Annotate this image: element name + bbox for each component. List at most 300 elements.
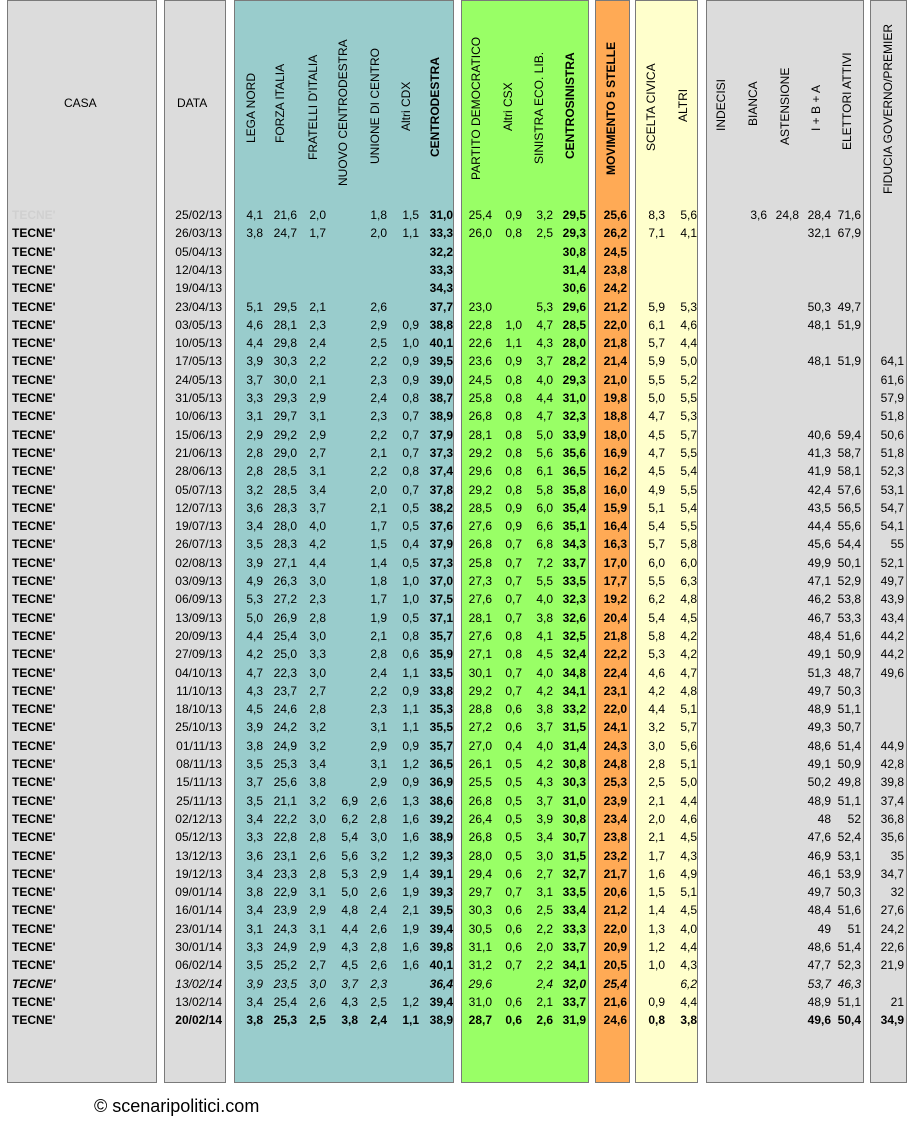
cell-sel: 4,5 xyxy=(536,647,553,662)
cell-altri-csx: 0,8 xyxy=(505,226,522,241)
cell-fiducia: 61,6 xyxy=(880,372,904,387)
cell-fiducia: 34,7 xyxy=(880,866,904,881)
cell-udc: 2,5 xyxy=(370,994,387,1009)
cell-altri: 5,1 xyxy=(680,702,697,717)
cell-iba: 49,1 xyxy=(807,647,831,662)
cell-cdx: 38,9 xyxy=(429,1013,453,1028)
cell-udc: 3,1 xyxy=(370,757,387,771)
cell-lega: 3,9 xyxy=(246,555,263,570)
cell-sc: 5,5 xyxy=(648,372,665,387)
cell-forza: 25,6 xyxy=(273,775,297,790)
cell-sc: 5,9 xyxy=(648,299,665,314)
cell-csx: 32,3 xyxy=(562,592,586,607)
cell-data: 13/02/14 xyxy=(175,994,222,1009)
cell-altri: 5,5 xyxy=(680,519,697,534)
cell-altri: 5,6 xyxy=(680,208,697,222)
cell-elettori: 52,4 xyxy=(837,830,861,845)
cell-csx: 34,3 xyxy=(562,537,586,552)
cell-altri-csx: 0,8 xyxy=(505,647,522,662)
cell-elettori: 51,9 xyxy=(837,354,861,369)
cell-sc: 5,5 xyxy=(648,574,665,588)
cell-fdi: 3,3 xyxy=(309,647,326,662)
cell-fiducia: 27,6 xyxy=(880,903,904,918)
cell-iba: 46,1 xyxy=(807,866,831,881)
cell-fiducia: 54,7 xyxy=(880,500,904,515)
cell-altri-csx: 0,9 xyxy=(505,519,522,534)
cell-iba: 45,6 xyxy=(807,537,831,552)
header-forza-italia: FORZA ITALIA xyxy=(273,63,287,143)
cell-forza: 29,3 xyxy=(273,391,297,405)
header-nuovo-centrodestra: NUOVO CENTRODESTRA xyxy=(336,39,350,186)
cell-m5s: 21,7 xyxy=(603,866,627,881)
cell-fdi: 2,8 xyxy=(309,866,326,881)
cell-lega: 4,3 xyxy=(246,683,263,698)
cell-fdi: 3,2 xyxy=(309,738,326,753)
cell-pd: 22,6 xyxy=(468,336,492,351)
cell-elettori: 53,3 xyxy=(837,610,861,625)
cell-casa: TECNE' xyxy=(12,537,56,552)
cell-cdx: 37,8 xyxy=(429,482,453,497)
cell-udc: 1,7 xyxy=(370,592,387,607)
cell-lega: 3,7 xyxy=(246,372,263,387)
cell-iba: 47,7 xyxy=(807,958,831,973)
cell-iba: 46,7 xyxy=(807,610,831,625)
cell-fiducia: 42,8 xyxy=(880,757,904,771)
cell-altri: 5,2 xyxy=(680,372,697,387)
cell-casa: TECNE' xyxy=(12,958,56,973)
cell-altri-csx: 0,9 xyxy=(505,354,522,369)
cell-cdx: 34,3 xyxy=(429,281,453,296)
cell-lega: 3,6 xyxy=(246,848,263,863)
cell-pd: 27,0 xyxy=(468,738,492,753)
cell-lega: 5,3 xyxy=(246,592,263,607)
cell-iba: 48,1 xyxy=(807,317,831,332)
cell-udc: 2,2 xyxy=(370,464,387,479)
cell-csx: 30,8 xyxy=(562,811,586,826)
cell-data: 05/04/13 xyxy=(175,244,222,259)
cell-altri-cdx: 1,6 xyxy=(402,958,419,973)
header-centrodestra: CENTRODESTRA xyxy=(428,56,442,157)
cell-cdx: 38,6 xyxy=(429,793,453,808)
cell-elettori: 67,9 xyxy=(837,226,861,241)
cell-elettori: 51,6 xyxy=(837,903,861,918)
cell-sc: 0,8 xyxy=(648,1013,665,1028)
cell-altri-cdx: 1,2 xyxy=(402,757,419,771)
cell-iba: 46,9 xyxy=(807,848,831,863)
cell-forza: 23,7 xyxy=(273,683,297,698)
table-row xyxy=(0,243,914,261)
cell-csx: 29,3 xyxy=(562,372,586,387)
cell-udc: 2,8 xyxy=(370,940,387,954)
cell-fiducia: 51,8 xyxy=(880,409,904,424)
cell-csx: 33,7 xyxy=(562,994,586,1009)
header-altri-csx: Altri CSX xyxy=(501,82,515,131)
cell-sel: 4,0 xyxy=(536,738,553,753)
cell-fdi: 2,7 xyxy=(309,445,326,460)
cell-csx: 29,3 xyxy=(562,226,586,241)
cell-udc: 2,6 xyxy=(370,958,387,973)
cell-pd: 30,3 xyxy=(468,903,492,918)
cell-sel: 3,1 xyxy=(536,885,553,900)
cell-altri-csx: 1,1 xyxy=(505,336,522,351)
table-row xyxy=(0,938,914,956)
cell-altri-csx: 0,8 xyxy=(505,391,522,405)
cell-elettori: 51,1 xyxy=(837,793,861,808)
cell-csx: 30,3 xyxy=(562,775,586,790)
cell-elettori: 50,9 xyxy=(837,647,861,662)
cell-m5s: 21,2 xyxy=(603,903,627,918)
cell-pd: 28,0 xyxy=(468,848,492,863)
cell-forza: 22,8 xyxy=(273,830,297,845)
cell-forza: 29,5 xyxy=(273,299,297,314)
cell-m5s: 24,1 xyxy=(603,720,627,735)
cell-fdi: 3,0 xyxy=(309,628,326,643)
cell-sel: 4,3 xyxy=(536,775,553,790)
cell-lega: 3,5 xyxy=(246,757,263,771)
cell-fdi: 2,4 xyxy=(309,336,326,351)
cell-udc: 3,2 xyxy=(370,848,387,863)
cell-sc: 2,5 xyxy=(648,775,665,790)
cell-casa: TECNE' xyxy=(12,940,56,954)
cell-altri-cdx: 1,4 xyxy=(402,866,419,881)
cell-casa: TECNE' xyxy=(12,519,56,534)
cell-udc: 2,1 xyxy=(370,445,387,460)
cell-lega: 4,6 xyxy=(246,317,263,332)
cell-iba: 43,5 xyxy=(807,500,831,515)
cell-m5s: 23,1 xyxy=(603,683,627,698)
cell-sel: 2,6 xyxy=(536,1013,553,1028)
cell-pd: 27,2 xyxy=(468,720,492,735)
cell-udc: 2,9 xyxy=(370,317,387,332)
table-row xyxy=(0,956,914,974)
cell-csx: 31,4 xyxy=(562,738,586,753)
cell-iba: 49,7 xyxy=(807,683,831,698)
cell-altri: 5,0 xyxy=(680,775,697,790)
cell-forza: 26,9 xyxy=(273,610,297,625)
cell-m5s: 20,6 xyxy=(603,885,627,900)
cell-csx: 32,4 xyxy=(562,647,586,662)
cell-iba: 44,4 xyxy=(807,519,831,534)
cell-iba: 28,4 xyxy=(807,208,831,222)
cell-elettori: 56,5 xyxy=(837,500,861,515)
cell-iba: 46,2 xyxy=(807,592,831,607)
cell-sel: 3,8 xyxy=(536,702,553,717)
cell-casa: TECNE' xyxy=(12,445,56,460)
cell-cdx: 37,3 xyxy=(429,555,453,570)
cell-forza: 28,5 xyxy=(273,482,297,497)
cell-altri-cdx: 0,8 xyxy=(402,391,419,405)
cell-fiducia: 44,2 xyxy=(880,647,904,662)
cell-sc: 3,2 xyxy=(648,720,665,735)
cell-altri-cdx: 1,6 xyxy=(402,940,419,954)
cell-data: 12/07/13 xyxy=(175,500,222,515)
cell-fiducia: 39,8 xyxy=(880,775,904,790)
cell-csx: 32,0 xyxy=(562,976,586,991)
cell-casa: TECNE' xyxy=(12,464,56,479)
cell-casa: TECNE' xyxy=(12,226,56,241)
cell-fdi: 2,9 xyxy=(309,427,326,442)
cell-lega: 4,4 xyxy=(246,628,263,643)
cell-data: 04/10/13 xyxy=(175,665,222,680)
cell-csx: 28,2 xyxy=(562,354,586,369)
cell-sc: 5,4 xyxy=(648,519,665,534)
cell-iba: 49,1 xyxy=(807,757,831,771)
cell-data: 10/06/13 xyxy=(175,409,222,424)
table-row xyxy=(0,810,914,828)
cell-fdi: 2,6 xyxy=(309,994,326,1009)
cell-cdx: 37,9 xyxy=(429,537,453,552)
cell-fdi: 2,8 xyxy=(309,830,326,845)
cell-fiducia: 53,1 xyxy=(880,482,904,497)
cell-data: 11/10/13 xyxy=(176,683,222,698)
cell-altri-csx: 0,9 xyxy=(505,500,522,515)
cell-altri-cdx: 1,9 xyxy=(402,885,419,900)
cell-casa: TECNE' xyxy=(12,244,56,259)
cell-udc: 2,9 xyxy=(370,738,387,753)
header-sinistra-eco-lib: SINISTRA ECO. LIB. xyxy=(532,51,546,164)
cell-forza: 29,2 xyxy=(273,427,297,442)
cell-lega: 3,4 xyxy=(246,994,263,1009)
cell-sc: 5,7 xyxy=(648,336,665,351)
cell-altri-cdx: 1,0 xyxy=(402,592,419,607)
cell-altri: 5,4 xyxy=(680,500,697,515)
cell-altri: 4,1 xyxy=(680,226,697,241)
cell-udc: 1,8 xyxy=(370,208,387,222)
cell-sc: 6,1 xyxy=(648,317,665,332)
table-row xyxy=(0,462,914,480)
cell-cdx: 39,4 xyxy=(429,994,453,1009)
cell-m5s: 23,4 xyxy=(603,811,627,826)
cell-udc: 2,6 xyxy=(370,299,387,314)
cell-m5s: 16,4 xyxy=(603,519,627,534)
cell-elettori: 48,7 xyxy=(837,665,861,680)
cell-pd: 24,5 xyxy=(468,372,492,387)
cell-data: 02/08/13 xyxy=(175,555,222,570)
cell-cdx: 39,1 xyxy=(429,866,453,881)
cell-lega: 3,5 xyxy=(246,537,263,552)
cell-elettori: 46,3 xyxy=(837,976,861,991)
cell-casa: TECNE' xyxy=(12,757,56,771)
cell-udc: 2,9 xyxy=(370,775,387,790)
cell-forza: 23,3 xyxy=(273,866,297,881)
cell-casa: TECNE' xyxy=(12,866,56,881)
cell-sel: 3,7 xyxy=(536,793,553,808)
cell-udc: 2,0 xyxy=(370,482,387,497)
cell-fiducia: 21 xyxy=(890,994,904,1009)
cell-altri: 6,3 xyxy=(680,574,697,588)
cell-data: 25/02/13 xyxy=(175,208,222,222)
cell-fdi: 4,2 xyxy=(309,537,326,552)
cell-iba: 48,4 xyxy=(807,903,831,918)
cell-elettori: 49,8 xyxy=(837,775,861,790)
cell-pd: 29,2 xyxy=(468,445,492,460)
table-row xyxy=(0,572,914,590)
cell-csx: 32,7 xyxy=(562,866,586,881)
cell-elettori: 53,1 xyxy=(837,848,861,863)
cell-altri-csx: 0,5 xyxy=(505,757,522,771)
cell-data: 05/12/13 xyxy=(175,830,222,845)
cell-udc: 2,5 xyxy=(370,336,387,351)
cell-iba: 53,7 xyxy=(807,976,831,991)
header-movimento-5-stelle: MOVIMENTO 5 STELLE xyxy=(604,41,618,175)
cell-iba: 49,3 xyxy=(807,720,831,735)
table-row xyxy=(0,334,914,352)
cell-ncd: 4,3 xyxy=(341,994,358,1009)
cell-cdx: 35,3 xyxy=(429,702,453,717)
cell-elettori: 50,3 xyxy=(837,683,861,698)
cell-elettori: 53,8 xyxy=(837,592,861,607)
cell-pd: 30,1 xyxy=(468,665,492,680)
cell-elettori: 50,9 xyxy=(837,757,861,771)
cell-altri: 4,4 xyxy=(680,793,697,808)
table-row xyxy=(0,481,914,499)
cell-ncd: 5,4 xyxy=(341,830,358,845)
cell-data: 20/02/14 xyxy=(175,1013,222,1028)
cell-cdx: 37,3 xyxy=(429,445,453,460)
cell-pd: 25,8 xyxy=(468,555,492,570)
cell-csx: 32,6 xyxy=(562,610,586,625)
cell-cdx: 36,4 xyxy=(429,976,453,991)
cell-fiducia: 54,1 xyxy=(880,519,904,534)
cell-iba: 50,3 xyxy=(807,299,831,314)
table-row xyxy=(0,279,914,297)
cell-casa: TECNE' xyxy=(12,262,56,277)
cell-sel: 6,6 xyxy=(536,519,553,534)
cell-cdx: 33,5 xyxy=(429,665,453,680)
cell-sc: 2,1 xyxy=(648,830,665,845)
table-row xyxy=(0,407,914,425)
cell-altri-csx: 0,5 xyxy=(505,811,522,826)
cell-udc: 2,2 xyxy=(370,683,387,698)
cell-altri-csx: 0,7 xyxy=(505,592,522,607)
cell-altri-cdx: 1,1 xyxy=(402,226,419,241)
cell-altri-cdx: 1,0 xyxy=(402,336,419,351)
cell-udc: 2,6 xyxy=(370,921,387,936)
cell-m5s: 21,4 xyxy=(603,354,627,369)
cell-altri-cdx: 1,1 xyxy=(402,720,419,735)
cell-casa: TECNE' xyxy=(12,427,56,442)
cell-iba: 49 xyxy=(817,921,831,936)
cell-sc: 4,7 xyxy=(648,445,665,460)
cell-sel: 3,7 xyxy=(536,354,553,369)
cell-lega: 3,3 xyxy=(246,830,263,845)
cell-udc: 2,8 xyxy=(370,811,387,826)
cell-udc: 2,1 xyxy=(370,500,387,515)
cell-data: 17/05/13 xyxy=(175,354,222,369)
cell-casa: TECNE' xyxy=(12,738,56,753)
cell-data: 19/04/13 xyxy=(175,281,222,296)
cell-sel: 6,8 xyxy=(536,537,553,552)
cell-pd: 26,8 xyxy=(468,537,492,552)
cell-lega: 3,8 xyxy=(246,1013,263,1028)
cell-altri-csx: 0,5 xyxy=(505,775,522,790)
table-row xyxy=(0,993,914,1011)
cell-sel: 5,0 xyxy=(536,427,553,442)
cell-iba: 32,1 xyxy=(807,226,831,241)
cell-csx: 31,4 xyxy=(562,262,586,277)
cell-pd: 25,5 xyxy=(468,775,492,790)
table-row xyxy=(0,261,914,279)
cell-m5s: 23,8 xyxy=(603,262,627,277)
cell-pd: 26,0 xyxy=(468,226,492,241)
table-row xyxy=(0,627,914,645)
cell-csx: 33,3 xyxy=(562,921,586,936)
cell-casa: TECNE' xyxy=(12,482,56,497)
cell-m5s: 16,9 xyxy=(603,445,627,460)
cell-altri-csx: 0,6 xyxy=(505,940,522,954)
cell-iba: 41,3 xyxy=(807,445,831,460)
cell-data: 19/12/13 xyxy=(175,866,222,881)
cell-forza: 27,2 xyxy=(273,592,297,607)
table-row xyxy=(0,371,914,389)
cell-fiducia: 49,7 xyxy=(880,574,904,588)
cell-fdi: 3,2 xyxy=(309,720,326,735)
cell-udc: 3,1 xyxy=(370,720,387,735)
cell-forza: 28,0 xyxy=(273,519,297,534)
header-altri: ALTRI xyxy=(676,88,690,122)
cell-casa: TECNE' xyxy=(12,793,56,808)
cell-elettori: 71,6 xyxy=(837,208,861,222)
cell-sel: 4,7 xyxy=(536,317,553,332)
table-row xyxy=(0,865,914,883)
cell-pd: 28,1 xyxy=(468,427,492,442)
cell-csx: 29,5 xyxy=(562,208,586,222)
cell-sel: 2,5 xyxy=(536,903,553,918)
cell-m5s: 16,2 xyxy=(603,464,627,479)
cell-data: 03/05/13 xyxy=(175,317,222,332)
cell-sc: 3,0 xyxy=(648,738,665,753)
table-row xyxy=(0,609,914,627)
cell-data: 23/01/14 xyxy=(175,921,222,936)
cell-m5s: 16,0 xyxy=(603,482,627,497)
cell-data: 06/02/14 xyxy=(175,958,222,973)
cell-iba: 51,3 xyxy=(807,665,831,680)
cell-pd: 26,8 xyxy=(468,793,492,808)
cell-elettori: 55,6 xyxy=(837,519,861,534)
cell-cdx: 39,3 xyxy=(429,848,453,863)
cell-csx: 34,1 xyxy=(562,958,586,973)
cell-casa: TECNE' xyxy=(12,628,56,643)
cell-forza: 23,1 xyxy=(273,848,297,863)
cell-cdx: 37,7 xyxy=(429,299,453,314)
cell-lega: 3,2 xyxy=(246,482,263,497)
cell-elettori: 51,4 xyxy=(837,738,861,753)
table-row xyxy=(0,554,914,572)
cell-csx: 35,4 xyxy=(562,500,586,515)
cell-altri-cdx: 0,7 xyxy=(402,482,419,497)
cell-sc: 1,2 xyxy=(648,940,665,954)
cell-iba: 48,9 xyxy=(807,793,831,808)
cell-csx: 33,9 xyxy=(562,427,586,442)
header-casa: CASA xyxy=(64,96,97,110)
cell-sel: 2,4 xyxy=(536,976,553,991)
cell-m5s: 15,9 xyxy=(603,500,627,515)
cell-fdi: 3,1 xyxy=(309,885,326,900)
cell-udc: 2,0 xyxy=(370,226,387,241)
cell-pd: 27,1 xyxy=(468,647,492,662)
cell-lega: 3,4 xyxy=(246,811,263,826)
cell-fdi: 2,5 xyxy=(309,1013,326,1028)
cell-altri: 4,5 xyxy=(680,830,697,845)
cell-data: 28/06/13 xyxy=(175,464,222,479)
cell-casa: TECNE' xyxy=(12,775,56,790)
cell-elettori: 50,7 xyxy=(837,720,861,735)
cell-forza: 28,3 xyxy=(273,537,297,552)
cell-altri: 5,3 xyxy=(680,299,697,314)
cell-casa: TECNE' xyxy=(12,208,56,222)
cell-altri: 4,7 xyxy=(680,665,697,680)
cell-fdi: 2,9 xyxy=(309,940,326,954)
